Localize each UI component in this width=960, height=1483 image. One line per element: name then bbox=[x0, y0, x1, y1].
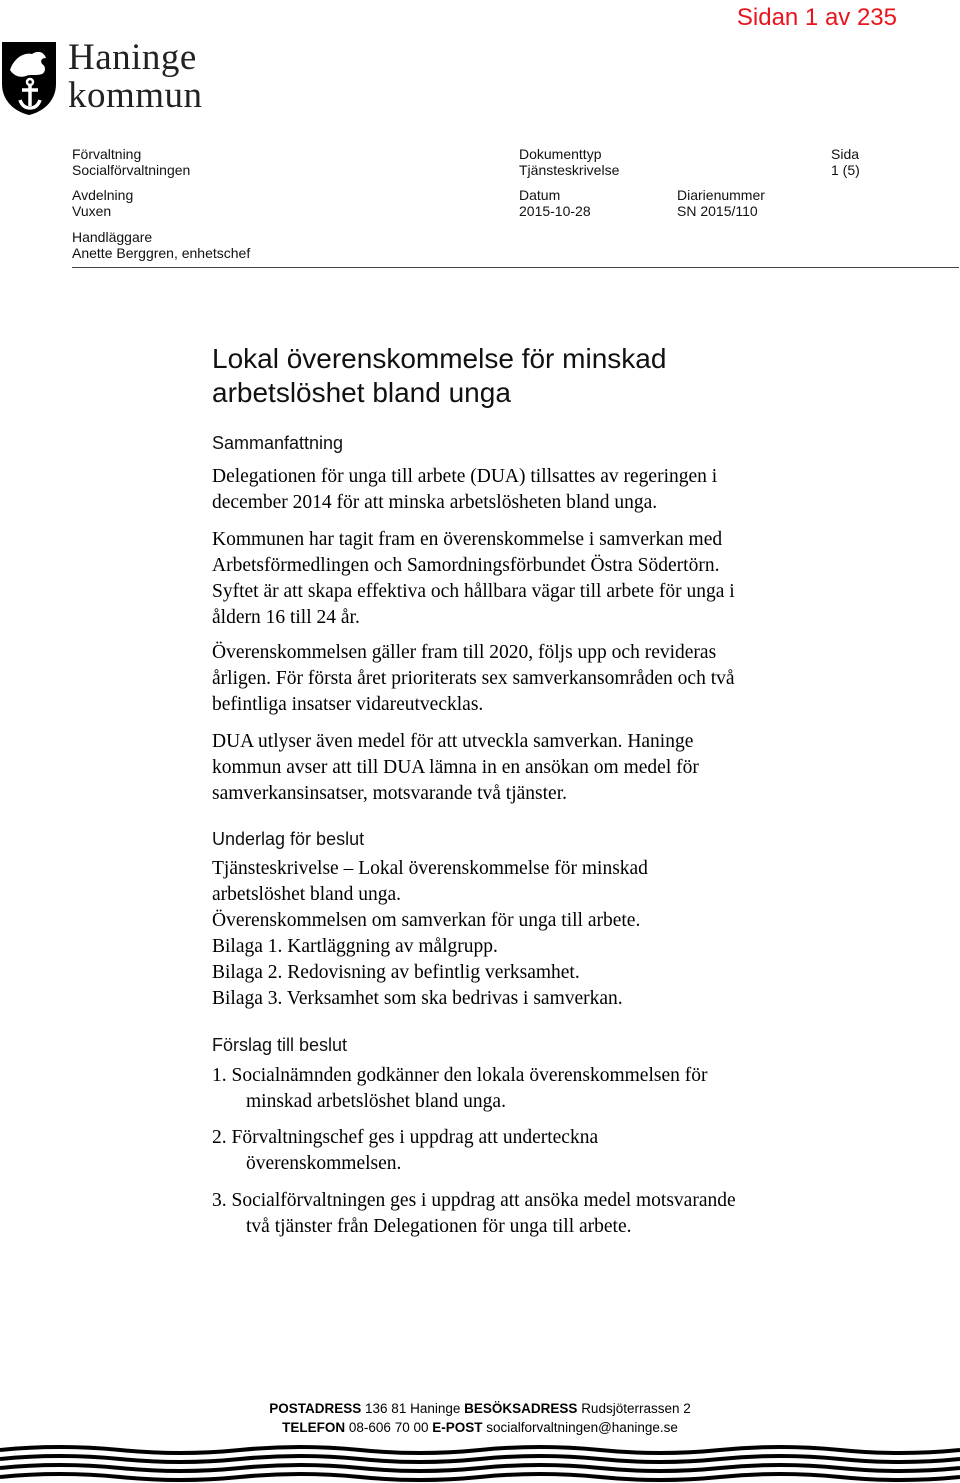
meta-value: SN 2015/110 bbox=[677, 203, 758, 219]
meta-label: Förvaltning bbox=[72, 146, 142, 162]
logo-text-haninge: Haninge bbox=[68, 37, 197, 78]
text-line: överenskommelsen. bbox=[246, 1153, 402, 1174]
text-line: Bilaga 2. Redovisning av befintlig verksamhet. bbox=[212, 962, 580, 983]
meta-label: Sida bbox=[831, 146, 860, 162]
text-line: minskad arbetslöshet bland unga. bbox=[246, 1091, 506, 1112]
meta-avdelning bbox=[72, 187, 133, 219]
meta-value: Socialförvaltningen bbox=[72, 162, 191, 178]
text-line: Syftet är att skapa effektiva och hållbara vägar till arbete för unga i bbox=[212, 581, 735, 602]
text-line: Tjänsteskrivelse – Lokal överenskommelse för minskad bbox=[212, 858, 648, 879]
text-line: årligen. För första året prioriterats sex samverkansområden och två bbox=[212, 668, 735, 689]
text-line: DUA utlyser även medel för att utveckla samverkan. Haninge bbox=[212, 731, 694, 752]
logo-text-kommun: kommun bbox=[68, 75, 203, 116]
footer-label: E-POST bbox=[432, 1420, 483, 1435]
document-title bbox=[212, 342, 862, 410]
list-item bbox=[212, 1063, 832, 1115]
paragraph bbox=[212, 527, 832, 631]
meta-value: Anette Berggren, enhetschef bbox=[72, 245, 251, 261]
text-line: befintliga insatser vidareutvecklas. bbox=[212, 694, 484, 715]
footer-value: socialforvaltningen@haninge.se bbox=[486, 1420, 678, 1435]
footer-value: 08-606 70 00 bbox=[348, 1420, 429, 1435]
text-line: Bilaga 1. Kartläggning av målgrupp. bbox=[212, 936, 498, 957]
meta-label: Diarienummer bbox=[677, 187, 765, 203]
meta-value: Vuxen bbox=[72, 203, 112, 219]
paragraph bbox=[212, 729, 832, 807]
text-line: Arbetsförmedlingen och Samordningsförbundet Östra Södertörn. bbox=[212, 555, 720, 576]
title-line: Lokal överenskommelse för minskad bbox=[212, 343, 667, 374]
text-line: december 2014 för att minska arbetslösheten bland unga. bbox=[212, 492, 658, 513]
text-line: kommun avser att till DUA lämna in en ansökan om medel för bbox=[212, 757, 699, 778]
footer-waves-decoration bbox=[0, 1444, 960, 1483]
text-line: 1. Socialnämnden godkänner den lokala överenskommelsen för bbox=[212, 1065, 708, 1086]
meta-handlaggare bbox=[72, 229, 250, 261]
text-line: Överenskommelsen gäller fram till 2020, följs upp och revideras bbox=[212, 642, 717, 663]
footer-value: 136 81 Haninge bbox=[365, 1401, 461, 1416]
footer-label: BESÖKSADRESS bbox=[464, 1401, 578, 1416]
list-item bbox=[212, 1125, 832, 1177]
text-line: 3. Socialförvaltningen ges i uppdrag att ansöka medel motsvarande bbox=[212, 1190, 736, 1211]
text-line: Överenskommelsen om samverkan för unga till arbete. bbox=[212, 910, 641, 931]
meta-value: 1 (5) bbox=[831, 162, 860, 178]
paragraph bbox=[212, 640, 832, 718]
meta-label: Datum bbox=[519, 187, 561, 203]
underlag-list bbox=[212, 856, 832, 1012]
meta-diarienummer bbox=[677, 187, 765, 219]
footer-label: TELEFON bbox=[282, 1420, 346, 1435]
section-heading-sammanfattning: Sammanfattning bbox=[212, 433, 344, 453]
title-line: arbetslöshet bland unga bbox=[212, 377, 511, 408]
text-line: arbetslöshet bland unga. bbox=[212, 884, 401, 905]
meta-label: Avdelning bbox=[72, 187, 134, 203]
section-heading-underlag: Underlag för beslut bbox=[212, 829, 365, 849]
paragraph bbox=[212, 464, 832, 516]
meta-datum bbox=[519, 187, 591, 219]
coat-of-arms-icon bbox=[0, 40, 58, 116]
header-divider bbox=[72, 267, 959, 268]
text-line: Kommunen har tagit fram en överenskommelse i samverkan med bbox=[212, 529, 723, 550]
text-line: två tjänster från Delegationen för unga till arbete. bbox=[246, 1216, 632, 1237]
meta-value: Tjänsteskrivelse bbox=[519, 162, 620, 178]
section-heading-forslag: Förslag till beslut bbox=[212, 1035, 348, 1055]
meta-forvaltning bbox=[72, 146, 190, 178]
meta-sida bbox=[831, 146, 860, 178]
page-counter: Sidan 1 av 235 bbox=[736, 4, 897, 31]
meta-label: Dokumenttyp bbox=[519, 146, 602, 162]
text-line: Bilaga 3. Verksamhet som ska bedrivas i samverkan. bbox=[212, 988, 623, 1009]
meta-label: Handläggare bbox=[72, 229, 153, 245]
meta-value: 2015-10-28 bbox=[519, 203, 591, 219]
footer-address-line bbox=[0, 1401, 960, 1416]
text-line: Delegationen för unga till arbete (DUA) tillsattes av regeringen i bbox=[212, 466, 718, 487]
text-line: samverkansinsatser, motsvarande två tjänster. bbox=[212, 783, 567, 804]
text-line: åldern 16 till 24 år. bbox=[212, 607, 360, 628]
meta-dokumenttyp bbox=[519, 146, 619, 178]
haninge-logo bbox=[0, 37, 230, 116]
footer-contact-line bbox=[0, 1420, 960, 1435]
text-line: 2. Förvaltningschef ges i uppdrag att underteckna bbox=[212, 1127, 599, 1148]
footer-value: Rudsjöterrassen 2 bbox=[581, 1401, 691, 1416]
list-item bbox=[212, 1188, 832, 1240]
footer-label: POSTADRESS bbox=[269, 1401, 362, 1416]
